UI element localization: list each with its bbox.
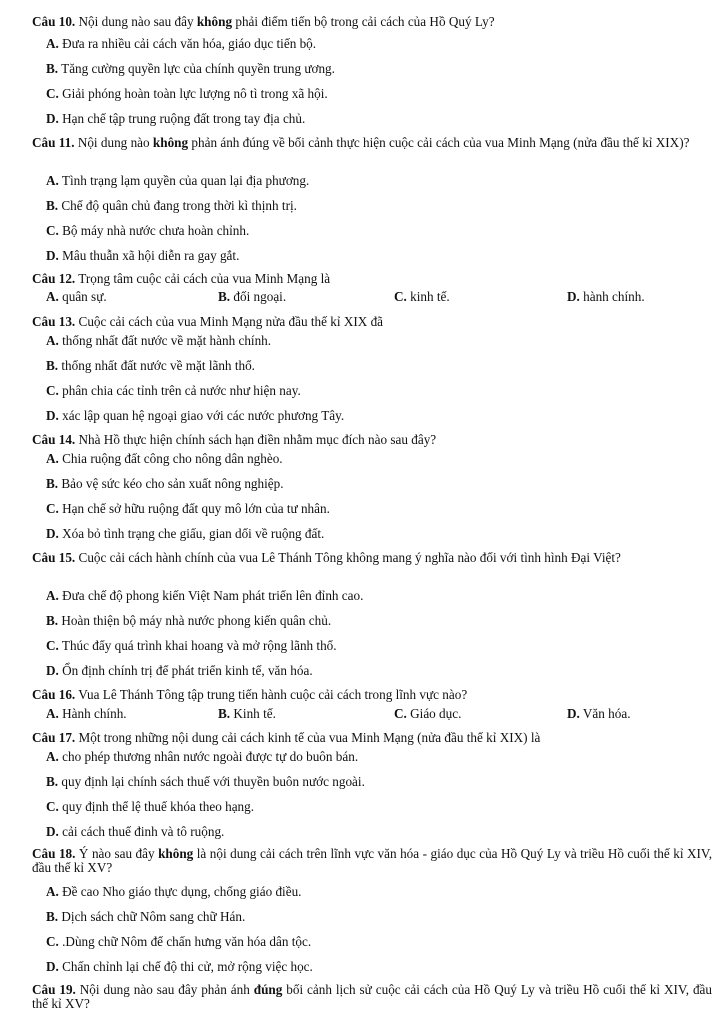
option-b	[46, 199, 297, 213]
option-label: D.	[46, 248, 59, 263]
question-11	[32, 136, 712, 150]
option-c	[394, 290, 450, 304]
text-span: bối cảnh lịch sử cuộc cải cách của Hồ Quý Ly và triều Hồ cuối thế kỉ XIV, đầu thế kỉ XV?	[32, 982, 712, 1011]
question-stem	[32, 983, 712, 1011]
option-a	[46, 334, 271, 348]
option-label: B.	[46, 909, 59, 924]
option-label: B.	[46, 613, 59, 628]
text-span: quân sự.	[58, 289, 107, 304]
option-c	[46, 935, 311, 949]
text-span: Dịch sách chữ Nôm sang chữ Hán.	[58, 909, 246, 924]
option-a	[46, 452, 283, 466]
option-label: A.	[46, 588, 59, 603]
option-label: B.	[46, 358, 59, 373]
option-d	[46, 527, 324, 541]
text-span: phản ánh đúng về bối cảnh thực hiện cuộc cải cách của vua Minh Mạng (nửa đầu thế kỉ XIX)?	[188, 135, 690, 150]
question-16	[32, 688, 712, 702]
option-b	[46, 910, 245, 924]
text-span: Bảo vệ sức kéo cho sản xuất nông nghiệp.	[58, 476, 284, 491]
option-label: C.	[46, 383, 59, 398]
text-span: Mâu thuẫn xã hội diễn ra gay gắt.	[58, 248, 240, 263]
option-label: B.	[46, 774, 59, 789]
text-span: kinh tế.	[406, 289, 450, 304]
question-stem	[32, 433, 712, 447]
question-10	[32, 15, 712, 29]
option-label: D.	[46, 663, 59, 678]
option-label: B.	[46, 61, 59, 76]
text-span: Xóa bỏ tình trạng che giấu, gian dối về ruộng đất.	[58, 526, 325, 541]
text-span: Ổn định chính trị để phát triển kinh tế, văn hóa.	[58, 663, 313, 678]
text-span: Hành chính.	[58, 706, 127, 721]
option-label: D.	[46, 111, 59, 126]
option-d	[46, 664, 313, 678]
emphasis-text: không	[158, 846, 194, 861]
option-label: A.	[46, 884, 59, 899]
option-d	[46, 960, 313, 974]
option-label: C.	[46, 638, 59, 653]
option-d	[46, 112, 305, 126]
question-number: Câu 19.	[32, 982, 76, 997]
text-span: Đưa chế độ phong kiến Việt Nam phát triển lên đỉnh cao.	[58, 588, 364, 603]
text-span: cho phép thương nhân nước ngoài được tự do buôn bán.	[58, 749, 359, 764]
question-stem	[32, 136, 712, 150]
option-label: A.	[46, 36, 59, 51]
text-span: Văn hóa.	[579, 706, 631, 721]
question-number: Câu 11.	[32, 135, 75, 150]
question-19	[32, 983, 712, 1011]
option-c	[46, 87, 328, 101]
option-label: B.	[46, 198, 59, 213]
question-number: Câu 15.	[32, 550, 76, 565]
option-label: C.	[394, 706, 407, 721]
option-d	[567, 707, 631, 721]
question-number: Câu 12.	[32, 271, 76, 286]
option-label: A.	[46, 749, 59, 764]
text-span: Tăng cường quyền lực của chính quyền trung ương.	[58, 61, 335, 76]
option-a	[46, 37, 316, 51]
option-c	[46, 800, 254, 814]
option-label: C.	[46, 501, 59, 516]
option-b	[46, 775, 365, 789]
text-span: Chia ruộng đất công cho nông dân nghèo.	[58, 451, 283, 466]
option-b	[46, 477, 284, 491]
text-span: Thúc đẩy quá trình khai hoang và mở rộng lãnh thổ.	[58, 638, 337, 653]
text-span: Cuộc cải cách của vua Minh Mạng nửa đầu thế kỉ XIX đã	[75, 314, 384, 329]
text-span: Ý nào sau đây	[75, 846, 159, 861]
text-span: hành chính.	[579, 289, 645, 304]
option-c	[46, 639, 337, 653]
option-a	[46, 707, 127, 721]
question-number: Câu 16.	[32, 687, 76, 702]
option-d	[46, 825, 224, 839]
text-span: thống nhất đất nước về mặt hành chính.	[58, 333, 272, 348]
question-number: Câu 10.	[32, 14, 76, 29]
text-span: Chế độ quân chủ đang trong thời kì thịnh trị.	[58, 198, 297, 213]
text-span: Giải phóng hoàn toàn lực lượng nô tì trong xã hội.	[58, 86, 328, 101]
text-span: phải điểm tiến bộ trong cải cách của Hồ Quý Ly?	[232, 14, 495, 29]
question-number: Câu 14.	[32, 432, 76, 447]
question-stem	[32, 551, 712, 565]
option-a	[46, 750, 358, 764]
text-span: Cuộc cải cách hành chính của vua Lê Thánh Tông không mang ý nghĩa nào đối với tình hình Đại Việt?	[75, 550, 621, 565]
question-number: Câu 17.	[32, 730, 76, 745]
option-label: D.	[46, 526, 59, 541]
text-span: đối ngoại.	[230, 289, 287, 304]
option-label: D.	[46, 408, 59, 423]
option-c	[46, 224, 249, 238]
text-span: Đề cao Nho giáo thực dụng, chống giáo điều.	[58, 884, 302, 899]
option-label: C.	[394, 289, 407, 304]
option-b	[46, 359, 255, 373]
question-number: Câu 18.	[32, 846, 76, 861]
question-number: Câu 13.	[32, 314, 76, 329]
text-span: Bộ máy nhà nước chưa hoàn chỉnh.	[58, 223, 250, 238]
option-label: C.	[46, 86, 59, 101]
option-label: B.	[218, 706, 231, 721]
text-span: Hạn chế tập trung ruộng đất trong tay địa chủ.	[58, 111, 306, 126]
text-span: Nội dung nào sau đây phản ánh	[75, 982, 254, 997]
option-label: D.	[46, 959, 59, 974]
question-17	[32, 731, 712, 745]
text-span: Kinh tế.	[230, 706, 276, 721]
option-b	[218, 290, 286, 304]
text-span: thống nhất đất nước về mặt lãnh thổ.	[58, 358, 255, 373]
text-span: Vua Lê Thánh Tông tập trung tiến hành cuộc cải cách trong lĩnh vực nào?	[75, 687, 468, 702]
text-span: cải cách thuế đinh và tô ruộng.	[58, 824, 225, 839]
text-span: Hoàn thiện bộ máy nhà nước phong kiến quân chủ.	[58, 613, 332, 628]
question-stem	[32, 272, 712, 286]
text-span: Nhà Hồ thực hiện chính sách hạn điền nhằm mục đích nào sau đây?	[75, 432, 437, 447]
option-a	[46, 174, 309, 188]
text-span: quy định lại chính sách thuế với thuyền buôn nước ngoài.	[58, 774, 365, 789]
emphasis-text: không	[152, 135, 189, 150]
emphasis-text: đúng	[253, 982, 283, 997]
option-a	[46, 290, 107, 304]
option-label: A.	[46, 706, 59, 721]
option-label: B.	[46, 476, 59, 491]
text-span: là nội dung cải cách trên lĩnh vực văn hóa - giáo dục của Hồ Quý Ly và triều Hồ cuối thế kỉ XIV, đầu thế kỉ XV?	[32, 846, 713, 875]
text-span: quy định thể lệ thuế khóa theo hạng.	[58, 799, 255, 814]
option-d	[46, 249, 239, 263]
option-label: B.	[218, 289, 231, 304]
question-12	[32, 272, 712, 286]
option-c	[46, 384, 301, 398]
option-c	[46, 502, 330, 516]
question-14	[32, 433, 712, 447]
option-label: C.	[46, 223, 59, 238]
question-stem	[32, 15, 712, 29]
option-label: C.	[46, 799, 59, 814]
text-span: Trọng tâm cuộc cải cách của vua Minh Mạng là	[75, 271, 331, 286]
option-label: C.	[46, 934, 59, 949]
question-13	[32, 315, 712, 329]
option-label: D.	[46, 824, 59, 839]
option-label: A.	[46, 451, 59, 466]
option-b	[46, 62, 335, 76]
option-c	[394, 707, 461, 721]
text-span: phân chia các tỉnh trên cả nước như hiện nay.	[58, 383, 301, 398]
text-span: .Dùng chữ Nôm để chấn hưng văn hóa dân tộc.	[58, 934, 312, 949]
question-18	[32, 847, 712, 875]
text-span: Chấn chỉnh lại chế độ thi cử, mở rộng việc học.	[58, 959, 313, 974]
question-stem	[32, 315, 712, 329]
question-stem	[32, 731, 712, 745]
question-stem	[32, 688, 712, 702]
option-label: D.	[567, 706, 580, 721]
option-d	[46, 409, 344, 423]
question-15	[32, 551, 712, 565]
option-b	[46, 614, 331, 628]
text-span: Một trong những nội dung cải cách kinh tế của vua Minh Mạng (nửa đầu thế kỉ XIX) là	[75, 730, 541, 745]
option-label: A.	[46, 333, 59, 348]
option-label: D.	[567, 289, 580, 304]
text-span: Nội dung nào sau đây	[75, 14, 197, 29]
emphasis-text: không	[196, 14, 233, 29]
option-label: A.	[46, 173, 59, 188]
option-b	[218, 707, 276, 721]
option-d	[567, 290, 645, 304]
text-span: Giáo dục.	[406, 706, 462, 721]
text-span: Tình trạng lạm quyền của quan lại địa phương.	[58, 173, 310, 188]
text-span: xác lập quan hệ ngoại giao với các nước phương Tây.	[58, 408, 345, 423]
text-span: Hạn chế sở hữu ruộng đất quy mô lớn của tư nhân.	[58, 501, 330, 516]
option-a	[46, 885, 301, 899]
question-stem	[32, 847, 712, 875]
text-span: Đưa ra nhiều cải cách văn hóa, giáo dục tiến bộ.	[58, 36, 317, 51]
option-a	[46, 589, 363, 603]
option-label: A.	[46, 289, 59, 304]
text-span: Nội dung nào	[74, 135, 153, 150]
